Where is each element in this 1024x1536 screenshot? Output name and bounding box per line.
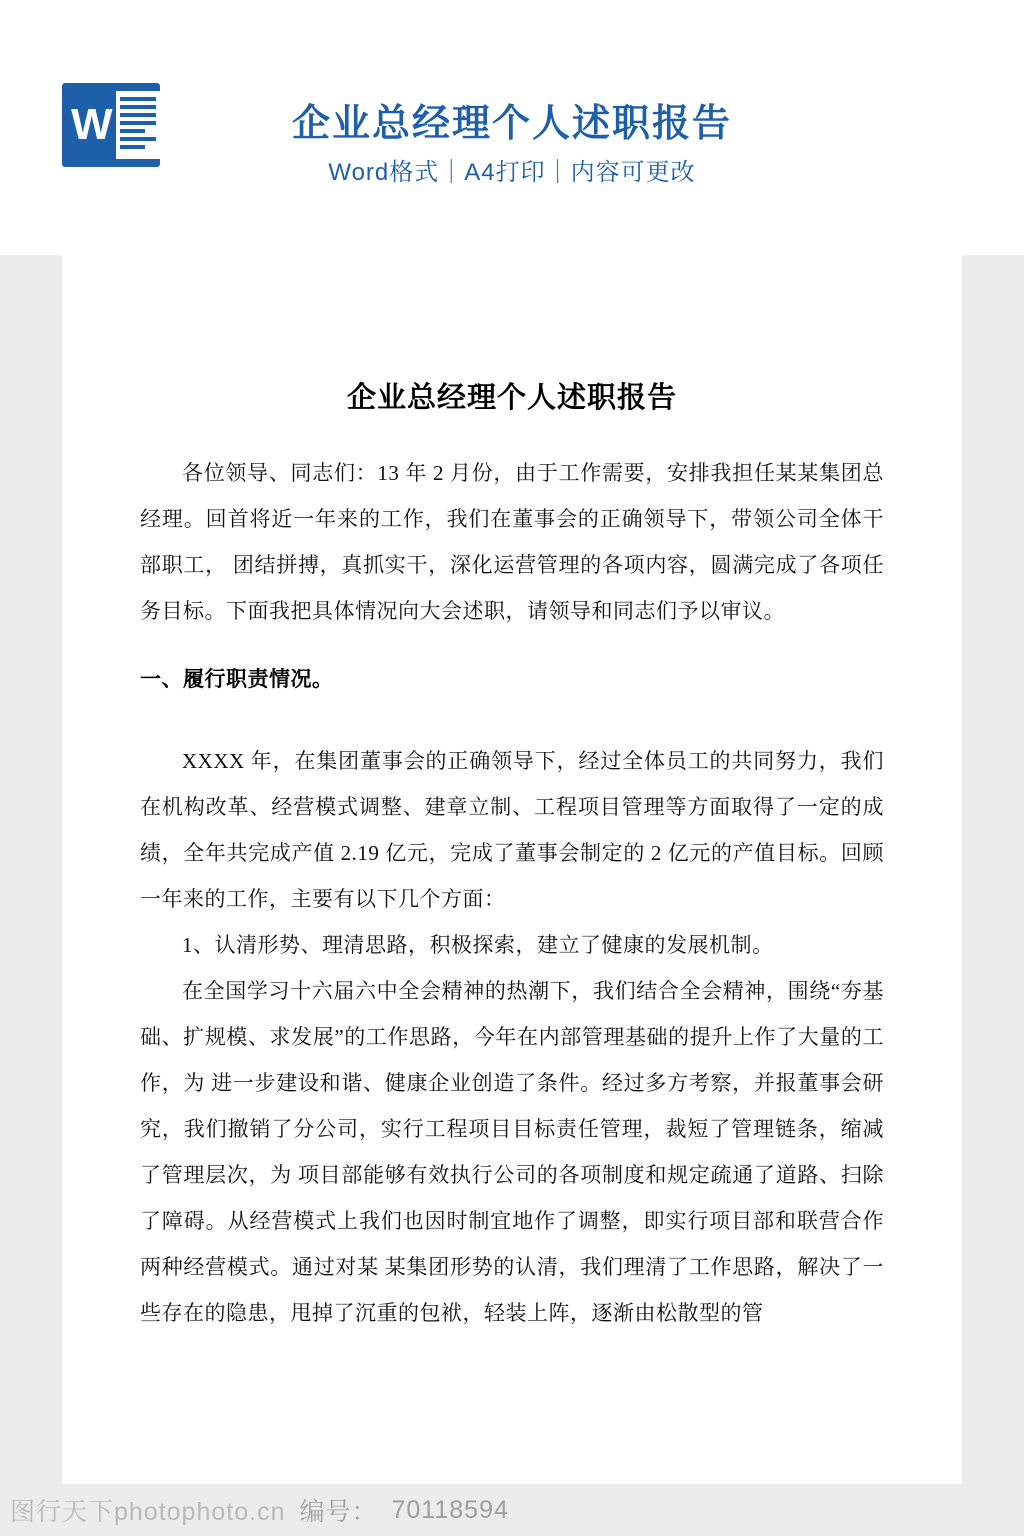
section-paragraph-2: 1、认清形势、理清思路，积极探索，建立了健康的发展机制。	[182, 933, 774, 957]
banner-title: 企业总经理个人述职报告	[291, 103, 732, 145]
section-paragraph-1: XXXX 年，在集团董事会的正确领导下，经过全体员工的共同努力，我们在机构改革、经营模式调整、建章立制、工程项目管理等方面取得了一定的成绩，全年共完成产值 2.19 亿元，完成了董事会制定的 2 亿元的产值目标。回顾一年来的工作，主要有以下几个方面：	[140, 749, 884, 911]
word-logo-letter: W	[71, 100, 111, 149]
document-title: 企业总经理个人述职报告	[346, 382, 677, 414]
document-page	[62, 255, 962, 1485]
footer-id-value: 70118594	[391, 1495, 509, 1524]
section-heading-1: 一、履行职责情况。	[140, 667, 334, 691]
section-paragraph-3: 在全国学习十六届六中全会精神的热潮下，我们结合全会精神，围绕“夯基础、扩规模、求发展”的工作思路，今年在内部管理基础的提升上作了大量的工作，为 进一步建设和谐、健康企业创造了条件。经过多方考察，并报董事会研究，我们撤销了分公司，实行工程项目目标责任管理，裁短了管理链条，缩减了管理层次，为 项目部能够有效执行公司的各项制度和规定疏通了道路、扫除了障碍。从经营模式上我们也因时制宜地作了调整，即实行项目部和联营合作两种经营模式。通过对某 某集团形势的认清，我们理清了工作思路，解决了一些存在的隐患，甩掉了沉重的包袱，轻装上阵，逐渐由松散型的管	[140, 979, 884, 1325]
footer-id-label: 编号：	[299, 1498, 378, 1526]
footer-site-name: 图行天下photophoto.cn	[10, 1498, 286, 1526]
header-banner	[0, 0, 1024, 255]
footer-watermark	[0, 1484, 1024, 1536]
banner-subtitle: Word格式｜A4打印｜内容可更改	[328, 159, 696, 186]
paragraph-spacer	[140, 724, 884, 738]
intro-paragraph: 各位领导、同志们：13 年 2 月份，由于工作需要，安排我担任某某集团总经理。回首将近一年来的工作，我们在董事会的正确领导下，带领公司全体干部职工， 团结拼搏，真抓实干，深化运营管理的各项内容，圆满完成了各项任务目标。下面我把具体情况向大会述职，请领导和同志们予以审议。	[140, 461, 884, 623]
